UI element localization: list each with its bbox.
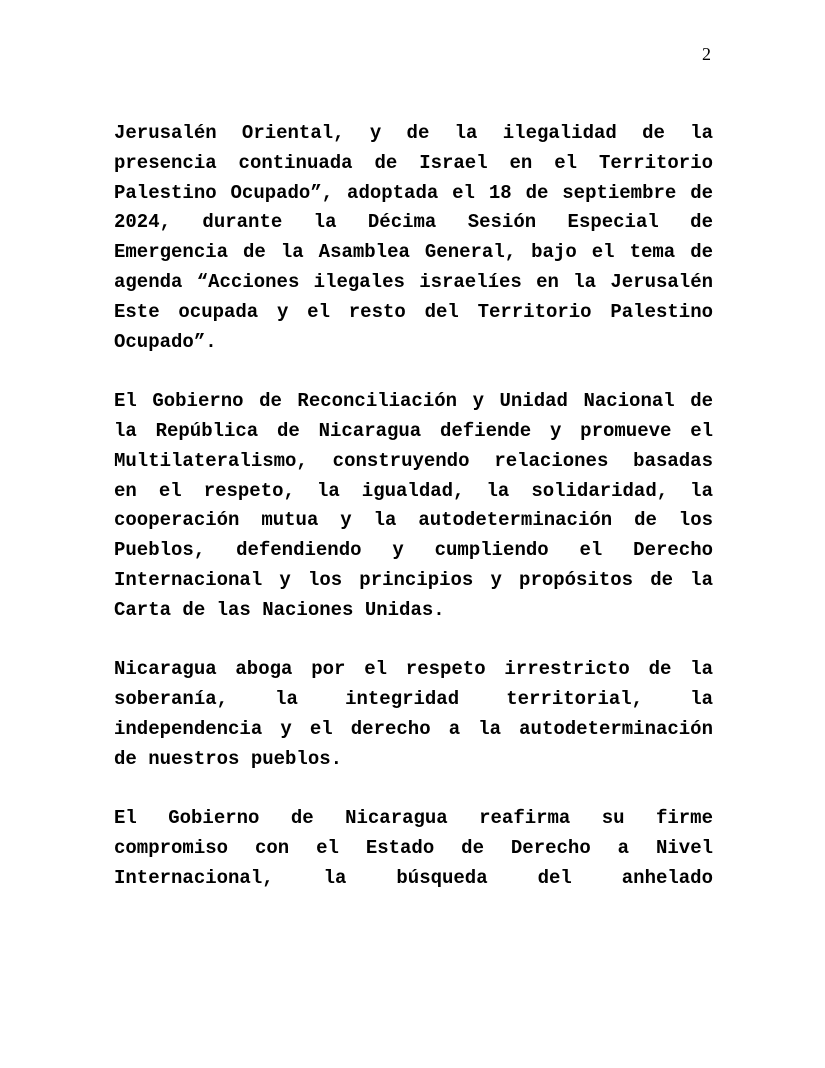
text-line: Carta de las Naciones Unidas. [114,598,445,621]
text-line: Emergencia de la Asamblea General, bajo el tema de [114,241,713,264]
text-line: presencia continuada de Israel en el Territorio [114,151,713,174]
text-line: soberanía, la integridad territorial, la [114,688,713,711]
text-line: en el respeto, la igualdad, la solidaridad, la [114,479,713,502]
paragraph-multilateralismo [114,387,713,625]
text-line: la República de Nicaragua defiende y promueve el [114,419,713,442]
text-line: Este ocupada y el resto del Territorio Palestino [114,300,713,323]
text-line: Multilateralismo, construyendo relaciones basadas [114,449,713,472]
text-line: independencia y el derecho a la autodeterminación [114,717,713,740]
text-line: 2024, durante la Décima Sesión Especial de [114,211,713,234]
paragraph-resolution [114,119,713,357]
text-line: agenda “Acciones ilegales israelíes en la Jerusalén [114,270,713,293]
text-line: El Gobierno de Reconciliación y Unidad Nacional de [114,390,713,413]
paragraph-soberania [114,655,713,774]
text-line: Pueblos, defendiendo y cumpliendo el Derecho [114,539,713,562]
body-text [114,119,713,894]
text-line: Internacional y los principios y propósitos de la [114,568,713,591]
text-line: Ocupado”. [114,330,217,353]
text-line: El Gobierno de Nicaragua reafirma su firme [114,807,713,830]
text-line: Nicaragua aboga por el respeto irrestricto de la [114,658,713,681]
text-line: Jerusalén Oriental, y de la ilegalidad de la [114,122,713,144]
text-line: Internacional, la búsqueda del anhelado [114,866,713,889]
text-line: de nuestros pueblos. [114,747,343,770]
text-line: Palestino Ocupado”, adoptada el 18 de septiembre de [114,181,713,204]
text-line: compromiso con el Estado de Derecho a Nivel [114,837,713,860]
text-line: cooperación mutua y la autodeterminación de los [114,509,713,532]
paragraph-estado-de-derecho [114,804,713,893]
page-number: 2 [702,44,711,64]
